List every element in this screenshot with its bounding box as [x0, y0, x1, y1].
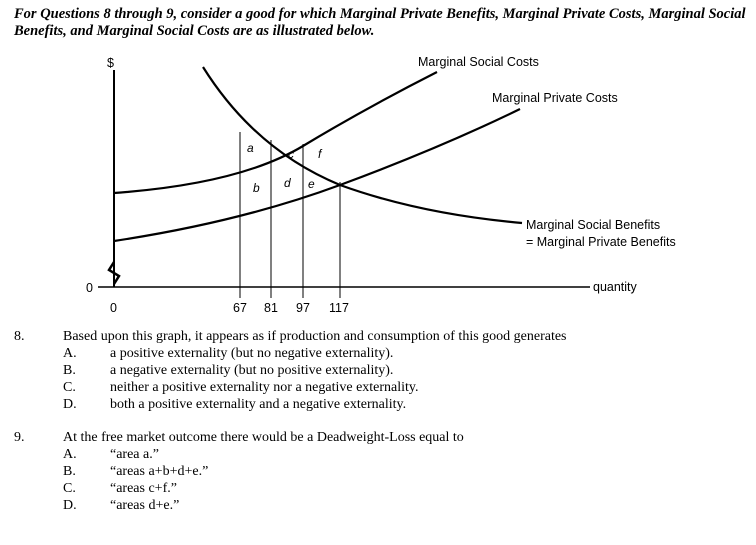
- area-c-label: c: [288, 147, 294, 161]
- answer-option[interactable]: [63, 396, 406, 413]
- option-letter: C.: [63, 481, 76, 496]
- option-text: neither a positive externality nor a negative externality.: [110, 380, 419, 395]
- x-tick-81: 81: [264, 301, 278, 315]
- area-f-label: f: [318, 147, 322, 161]
- msb-label-line1: Marginal Social Benefits: [526, 218, 661, 232]
- option-letter: D.: [63, 397, 77, 412]
- x-tick-117: 117: [329, 301, 349, 315]
- option-letter: B.: [63, 363, 76, 378]
- msb-label-line2: = Marginal Private Benefits: [526, 235, 676, 249]
- answer-option[interactable]: [63, 345, 393, 362]
- area-e-label: e: [308, 177, 315, 191]
- option-letter: C.: [63, 380, 76, 395]
- x-axis-label: quantity: [593, 280, 637, 294]
- question-stem: Based upon this graph, it appears as if production and consumption of this good generates: [63, 329, 567, 344]
- y-axis-label: $: [107, 56, 114, 70]
- question-stem: At the free market outcome there would be a Deadweight-Loss equal to: [63, 430, 464, 445]
- option-letter: A.: [63, 346, 77, 361]
- option-letter: A.: [63, 447, 77, 462]
- option-text: “areas c+f.”: [110, 481, 177, 496]
- question-number: 8.: [14, 329, 25, 344]
- answer-option[interactable]: [63, 463, 208, 480]
- area-d-label: d: [284, 176, 291, 190]
- question-number: 9.: [14, 430, 25, 445]
- area-a-label: a: [247, 141, 254, 155]
- origin-y-label: 0: [86, 281, 93, 295]
- answer-option[interactable]: [63, 379, 419, 396]
- msc-label: Marginal Social Costs: [418, 55, 539, 69]
- intro-text: For Questions 8 through 9, consider a good for which Marginal Private Benefits, Marginal Private Costs, Marginal Social Benefits, and Marginal Social Costs are as illustrated below.: [14, 6, 746, 39]
- answer-option[interactable]: [63, 497, 179, 514]
- option-text: “areas d+e.”: [110, 498, 180, 513]
- option-text: a negative externality (but no positive externality).: [110, 363, 394, 378]
- msc-curve: [114, 72, 437, 193]
- answer-option[interactable]: [63, 362, 393, 379]
- origin-x-label: 0: [110, 301, 117, 315]
- option-letter: B.: [63, 464, 76, 479]
- x-tick-97: 97: [296, 301, 310, 315]
- area-b-label: b: [253, 181, 260, 195]
- option-letter: D.: [63, 498, 77, 513]
- option-text: both a positive externality and a negative externality.: [110, 397, 407, 412]
- option-text: a positive externality (but no negative externality).: [110, 346, 394, 361]
- x-tick-67: 67: [233, 301, 247, 315]
- answer-option[interactable]: [63, 480, 177, 497]
- answer-option[interactable]: [63, 446, 159, 463]
- option-text: “area a.”: [110, 447, 159, 462]
- mpc-label: Marginal Private Costs: [492, 91, 618, 105]
- option-text: “areas a+b+d+e.”: [110, 464, 209, 479]
